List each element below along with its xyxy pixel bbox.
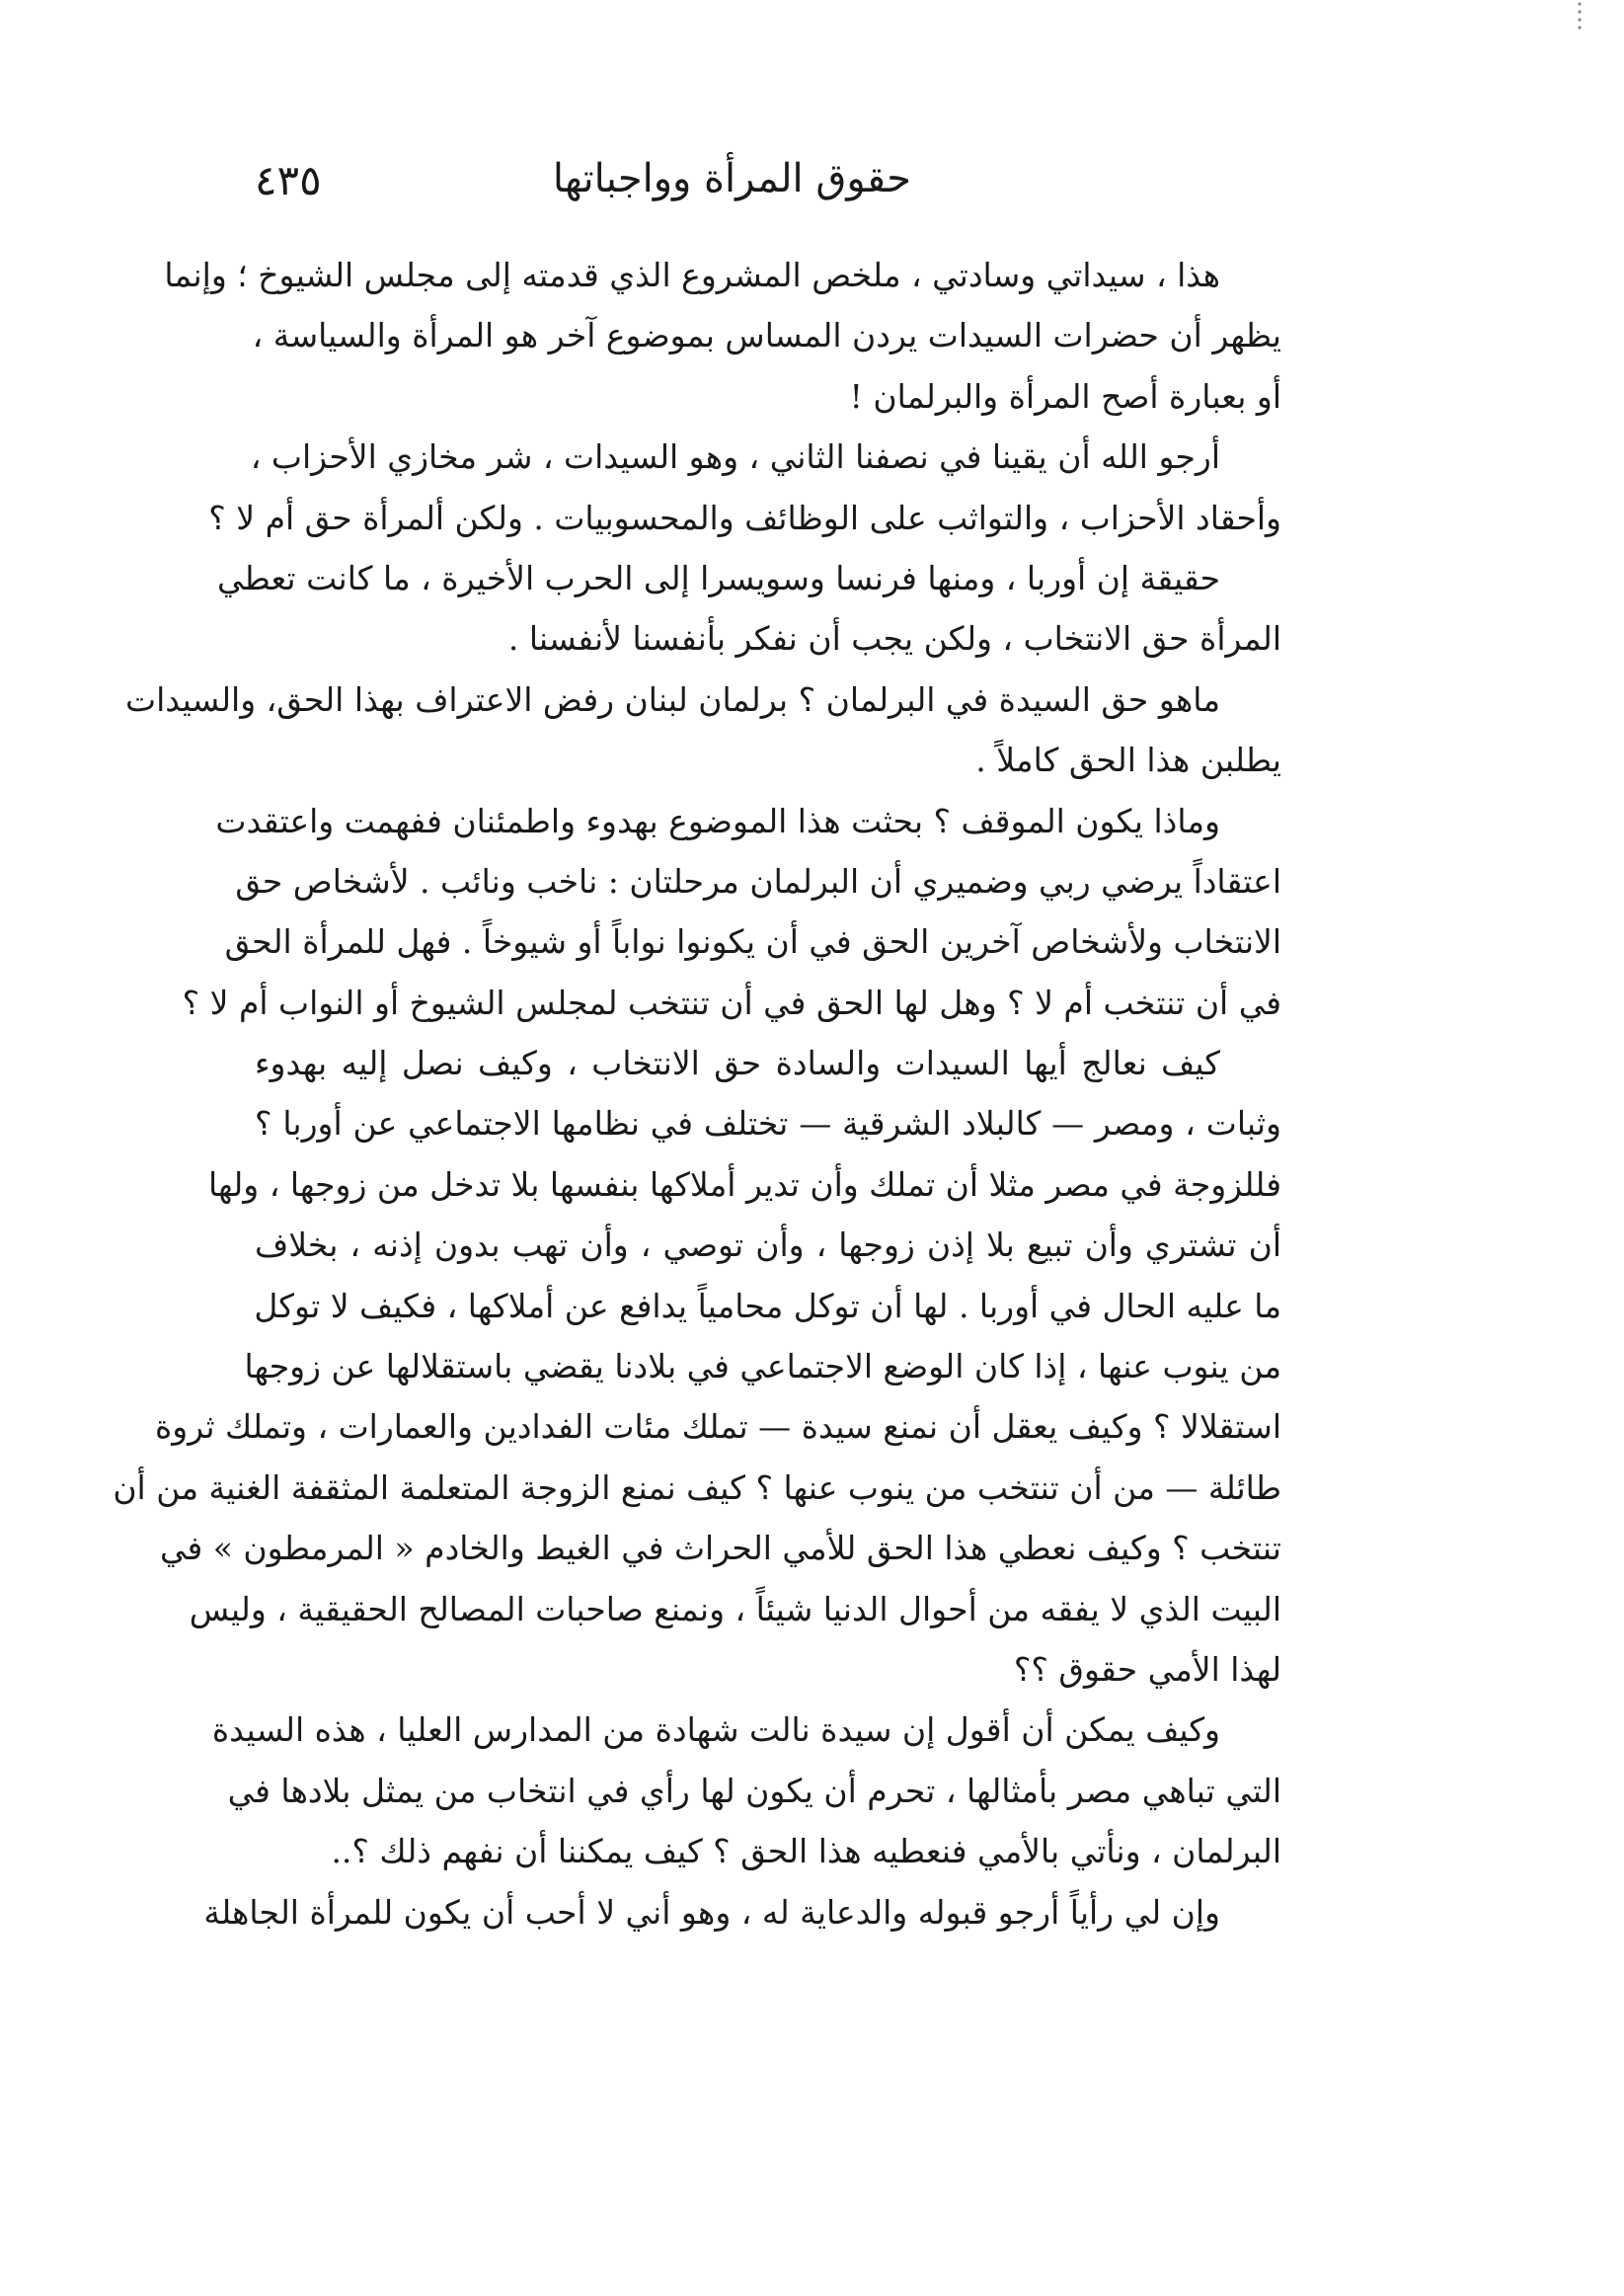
text-line: الانتخاب ولأشخاص آخرين الحق في أن يكونوا نواباً أو شيوخاً . فهل للمرأة الحق — [224, 922, 1281, 962]
text-line: وماذا يكون الموقف ؟ بحثت هذا الموضوع بهدوء واطمئنان ففهمت واعتقدت — [215, 801, 1220, 840]
text-line: هذا ، سيداتي وسادتي ، ملخص المشروع الذي قدمته إلى مجلس الشيوخ ؛ وإنما — [164, 256, 1220, 294]
text-line: البيت الذي لا يفقه من أحوال الدنيا شيئاً ، ونمنع صاحبات المصالح الحقيقية ، وليس — [189, 1589, 1281, 1628]
body-text — [113, 245, 1281, 1942]
text-line: لهذا الأمي حقوق ؟؟ — [1013, 1649, 1281, 1689]
text-line: في أن تنتخب أم لا ؟ وهل لها الحق في أن تنتخب لمجلس الشيوخ أو النواب أم لا ؟ — [182, 983, 1281, 1022]
text-line: وأحقاد الأحزاب ، والتواثب على الوظائف والمحسوبيات . ولكن ألمرأة حق أم لا ؟ — [208, 498, 1281, 537]
text-line: استقلالا ؟ وكيف يعقل أن نمنع سيدة — تملك مئات الفدادين والعمارات ، وتملك ثروة — [154, 1407, 1281, 1447]
text-line: البرلمان ، ونأتي بالأمي فنعطيه هذا الحق ؟ كيف يمكننا أن نفهم ذلك ؟.. — [331, 1832, 1281, 1871]
text-line: ما عليه الحال في أوربا . لها أن توكل محامياً يدافع عن أملاكها ، فكيف لا توكل — [254, 1286, 1281, 1325]
text-line: المرأة حق الانتخاب ، ولكن يجب أن نفكر بأنفسنا لأنفسنا . — [507, 619, 1281, 659]
page-number: ٤٣٥ — [255, 156, 322, 204]
text-line: أن تشتري وأن تبيع بلا إذن زوجها ، وأن توصي ، وأن تهب بدون إذنه ، بخلاف — [255, 1226, 1281, 1265]
text-line: فللزوجة في مصر مثلا أن تملك وأن تدير أملاكها بنفسها بلا تدخل من زوجها ، ولها — [207, 1164, 1281, 1204]
text-line: وثبات ، ومصر — كالبلاد الشرقية — تختلف في نظامها الاجتماعي عن أوربا ؟ — [255, 1104, 1281, 1144]
running-title: حقوق المرأة وواجباتها — [552, 156, 911, 201]
text-line: وإن لي رأياً أرجو قبوله والدعاية له ، وهو أني لا أحب أن يكون للمرأة الجاهلة — [203, 1892, 1220, 1932]
text-line: من ينوب عنها ، إذا كان الوضع الاجتماعي في بلادنا يقضي باستقلالها عن زوجها — [244, 1347, 1281, 1386]
text-line: تنتخب ؟ وكيف نعطي هذا الحق للأمي الحراث في الغيط والخادم « المرمطون » في — [159, 1529, 1281, 1568]
text-line: التي تباهي مصر بأمثالها ، تحرم أن يكون لها رأي في انتخاب من يمثل بلادها في — [227, 1771, 1281, 1810]
text-line: وكيف يمكن أن أقول إن سيدة نالت شهادة من المدارس العليا ، هذه السيدة — [211, 1710, 1220, 1750]
text-line: يطلبن هذا الحق كاملاً . — [975, 741, 1281, 780]
text-line: يظهر أن حضرات السيدات يردن المساس بموضوع آخر هو المرأة والسياسة ، — [252, 316, 1281, 356]
text-line: أو بعبارة أصح المرأة والبرلمان ! — [849, 376, 1281, 416]
text-line: طائلة — من أن تنتخب من ينوب عنها ؟ كيف نمنع الزوجة المتعلمة المثقفة الغنية من أن — [113, 1467, 1281, 1507]
text-line: كيف نعالج أيها السيدات والسادة حق الانتخاب ، وكيف نصل إليه بهدوء — [255, 1044, 1220, 1083]
text-line: حقيقة إن أوربا ، ومنها فرنسا وسويسرا إلى الحرب الأخيرة ، ما كانت تعطي — [216, 558, 1220, 597]
margin-mark-icon — [1571, 0, 1588, 32]
text-line: أرجو الله أن يقينا في نصفنا الثاني ، وهو السيدات ، شر مخازي الأحزاب ، — [250, 437, 1220, 477]
text-line: ماهو حق السيدة في البرلمان ؟ برلمان لبنان رفض الاعتراف بهذا الحق، والسيدات — [125, 679, 1220, 719]
page-header — [255, 156, 1281, 235]
text-line: اعتقاداً يرضي ربي وضميري أن البرلمان مرحلتان : ناخب ونائب . لأشخاص حق — [235, 861, 1281, 901]
